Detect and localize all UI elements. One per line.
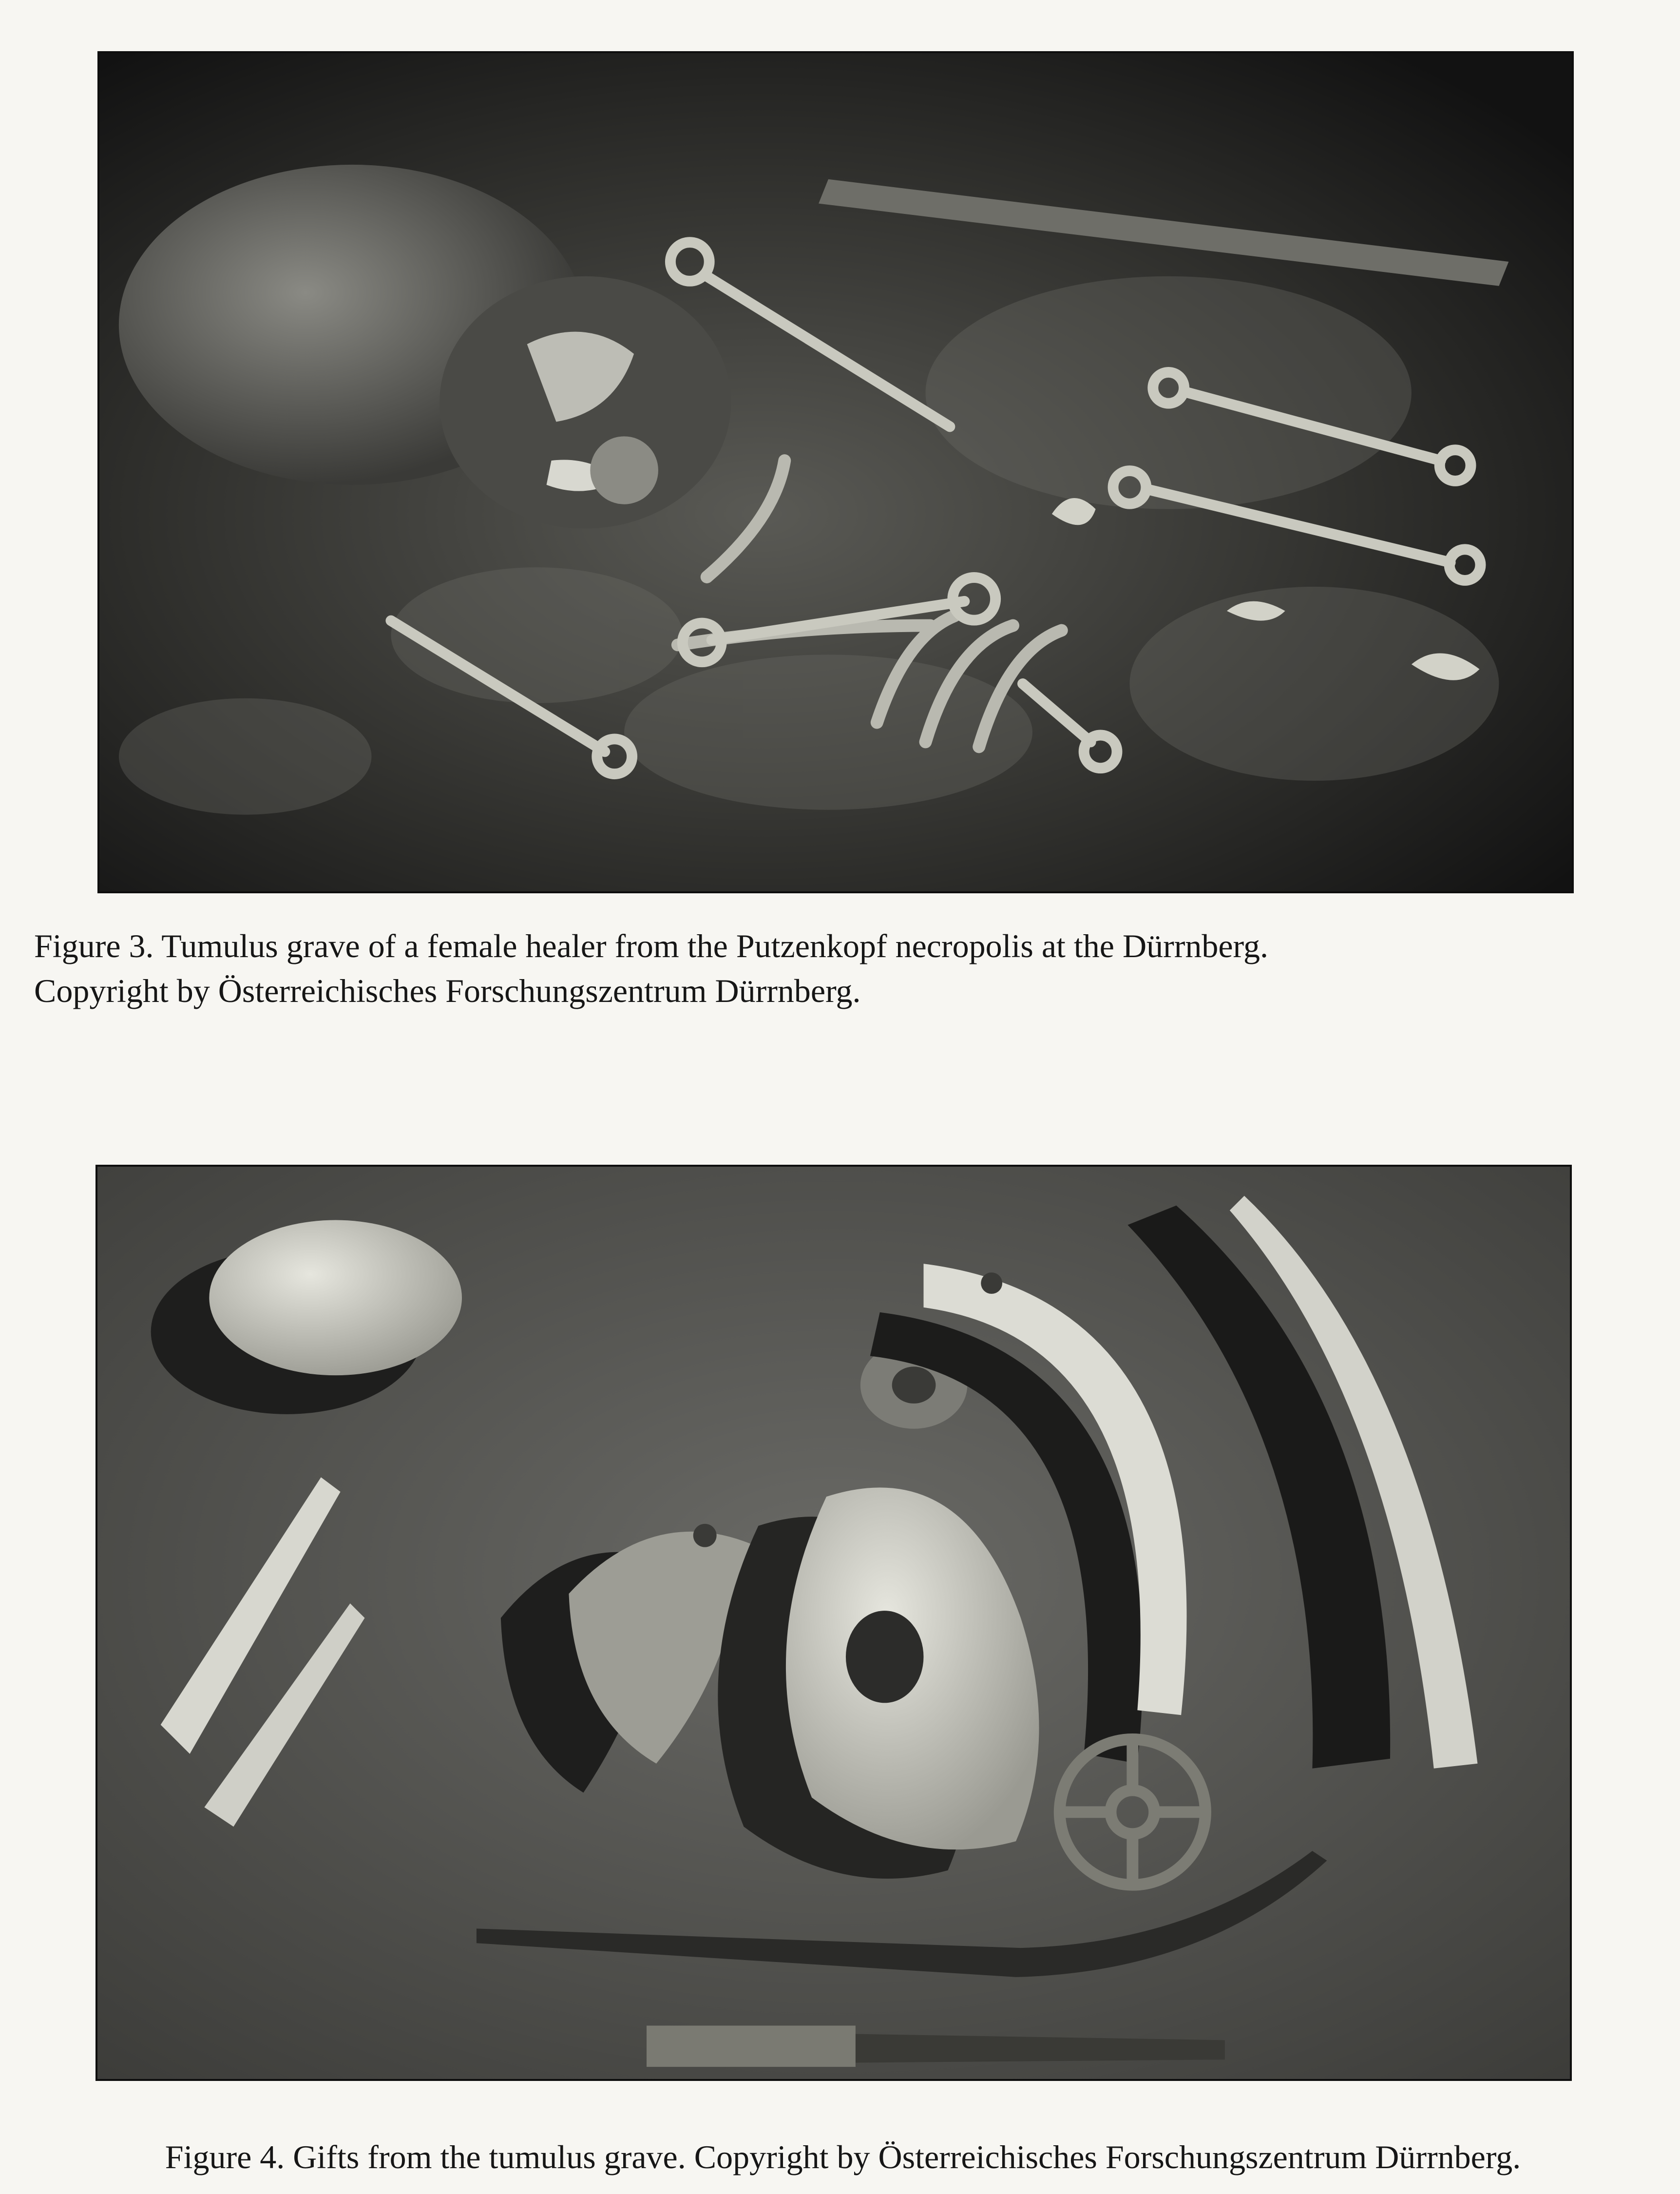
figure-3-caption-line-2: Copyright by Österreichisches Forschungszentrum Dürrnberg. [34, 972, 861, 1009]
figure-4-caption: Figure 4. Gifts from the tumulus grave. Copyright by Österreichisches Forschungszentrum Dürrnberg. [165, 2138, 1521, 2175]
figure-3-photo [97, 51, 1574, 893]
figure-3-caption-line-1: Figure 3. Tumulus grave of a female healer from the Putzenkopf necropolis at the Dürrnberg. [34, 927, 1268, 964]
grave-goods-drawing [97, 1167, 1570, 2079]
grave-photo-drawing [99, 53, 1572, 891]
figure-3-caption [34, 924, 1647, 1013]
figure-4-photo [95, 1165, 1572, 2081]
